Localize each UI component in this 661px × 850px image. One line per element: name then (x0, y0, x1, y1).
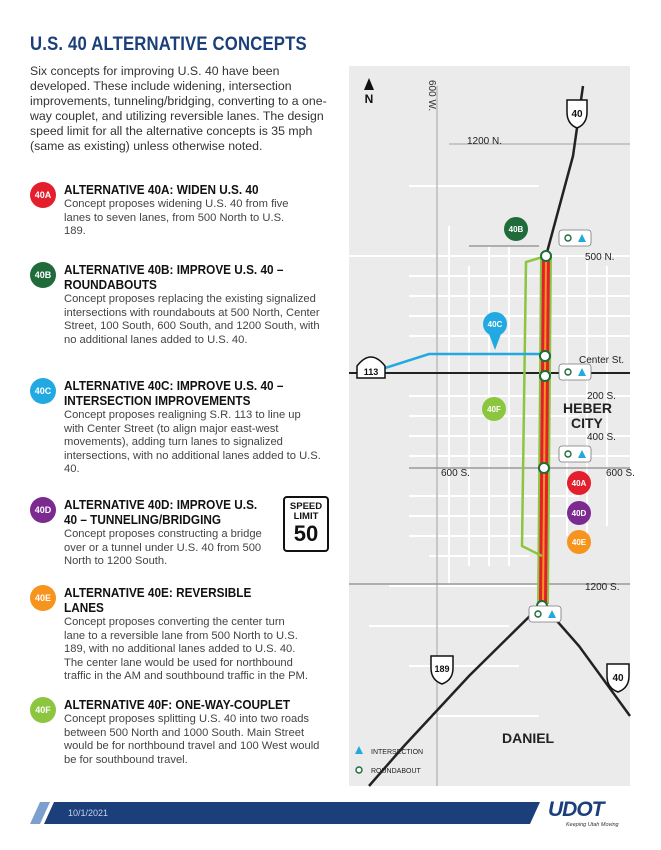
map-badge-40a (567, 471, 591, 495)
map-badge-40d-label: 40D (571, 509, 587, 518)
map-badge-40b-label: 40B (508, 225, 524, 234)
map-badge-40d (567, 501, 591, 525)
alternative-description: Concept proposes constructing a bridge over or a tunnel under U.S. 40 from 500 North to 1200 South. (64, 528, 262, 568)
alternative-40b (30, 262, 330, 347)
badge-40b: 40B (30, 262, 56, 288)
alternative-40c (30, 378, 330, 477)
map-badge-40c-label: 40C (487, 320, 503, 329)
map-badge-40b (504, 217, 528, 241)
legend-intersection-label: INTERSECTION (371, 749, 424, 756)
street-label-600s-west: 600 S. (441, 468, 470, 479)
udot-logo: UDOT (548, 798, 604, 821)
alternative-title: ALTERNATIVE 40C: IMPROVE U.S. 40 – INTERSECTION IMPROVEMENTS (64, 378, 284, 408)
alternative-title: ALTERNATIVE 40E: REVERSIBLE LANES (64, 585, 252, 615)
alternative-40e (30, 585, 330, 684)
speed-number: 50 (293, 521, 319, 546)
map-badge-40a-label: 40A (571, 479, 587, 488)
alternative-description: Concept proposes splitting U.S. 40 into two roads between 500 North and 1000 South. Main Street would be for northbound travel and 100 West would be for southbound travel. (64, 713, 320, 766)
street-label-600s-east: 600 S. (606, 468, 635, 479)
speed-limit-sign (283, 496, 329, 552)
corridor-map (349, 66, 635, 786)
map-badge-40e-label: 40E (571, 538, 587, 547)
alternative-description: Concept proposes replacing the existing signalized intersections with roundabouts at 500 North, Center Street, 100 South, 600 South, and 1200 South, with no additional lanes added to U.S. 40. (64, 293, 320, 346)
badge-40a: 40A (30, 182, 56, 208)
street-label-400s: 400 S. (587, 432, 616, 443)
shield-40-bottom-label: 40 (612, 673, 624, 684)
limit-word: LIMIT (293, 511, 319, 522)
shield-40-top-label: 40 (571, 109, 583, 120)
roundabout-icon (356, 767, 362, 773)
city-label-daniel: DANIEL (502, 730, 555, 746)
north-label: N (364, 92, 374, 106)
city-label-city: CITY (571, 415, 603, 431)
map-badge-40f (482, 397, 506, 421)
alternative-description: Concept proposes realigning S.R. 113 to line up with Center Street (to align major east-west movements), adding turn lanes to signalized intersections, with no additional lanes added to U.S. 40. (64, 409, 321, 476)
badge-40d: 40D (30, 497, 56, 523)
alternative-title: ALTERNATIVE 40A: WIDEN U.S. 40 (64, 182, 259, 197)
map-badge-40e (567, 530, 591, 554)
page-title: U.S. 40 ALTERNATIVE CONCEPTS (30, 34, 307, 55)
legend-roundabout-label: ROUNDABOUT (371, 768, 421, 775)
alternative-title: ALTERNATIVE 40B: IMPROVE U.S. 40 – ROUNDABOUTS (64, 262, 284, 292)
alternative-description: Concept proposes converting the center turn lane to a reversible lane from 500 North to U.S. 189, with no additional lanes added to U.S. 40. The center lane would be used for northbound traffic in the AM and southbound traffic in the PM. (64, 616, 308, 683)
street-label-center: Center St. (579, 355, 625, 366)
street-label-1200n: 1200 N. (467, 136, 503, 147)
alternative-description: Concept proposes widening U.S. 40 from five lanes to seven lanes, from 500 North to U.S. 189. (64, 198, 289, 238)
speed-word: SPEED (289, 501, 323, 512)
alternative-title: ALTERNATIVE 40F: ONE-WAY-COUPLET (64, 697, 291, 712)
shield-us40-top (567, 100, 587, 128)
badge-40f: 40F (30, 697, 56, 723)
intro-paragraph: Six concepts for improving U.S. 40 have been developed. These include widening, intersection improvements, tunneling/bridging, converting to a one-way couplet, and utilizing reversible lanes. The design speed limit for all the alternative concepts is 35 mph (same as existing) unless otherwise noted. (30, 64, 327, 153)
shield-us189 (431, 656, 453, 684)
shield-113-label: 113 (363, 367, 379, 377)
map-badge-40f-label: 40F (487, 405, 501, 414)
badge-40c: 40C (30, 378, 56, 404)
udot-tagline: Keeping Utah Moving (566, 822, 619, 828)
alternative-40a (30, 182, 330, 239)
alternative-title: ALTERNATIVE 40D: IMPROVE U.S. 40 – TUNNELING/BRIDGING (64, 497, 258, 527)
street-label-1200s: 1200 S. (585, 582, 620, 593)
street-label-500n: 500 N. (585, 252, 615, 263)
street-label-200s: 200 S. (587, 391, 616, 402)
footer-date: 10/1/2021 (68, 808, 109, 818)
shield-us40-bottom (607, 664, 629, 692)
shield-189-label: 189 (434, 664, 450, 674)
alternative-40f (30, 697, 330, 767)
street-label-600w: 600 W. (426, 80, 437, 112)
badge-40e: 40E (30, 585, 56, 611)
city-label-heber: HEBER (563, 400, 613, 416)
